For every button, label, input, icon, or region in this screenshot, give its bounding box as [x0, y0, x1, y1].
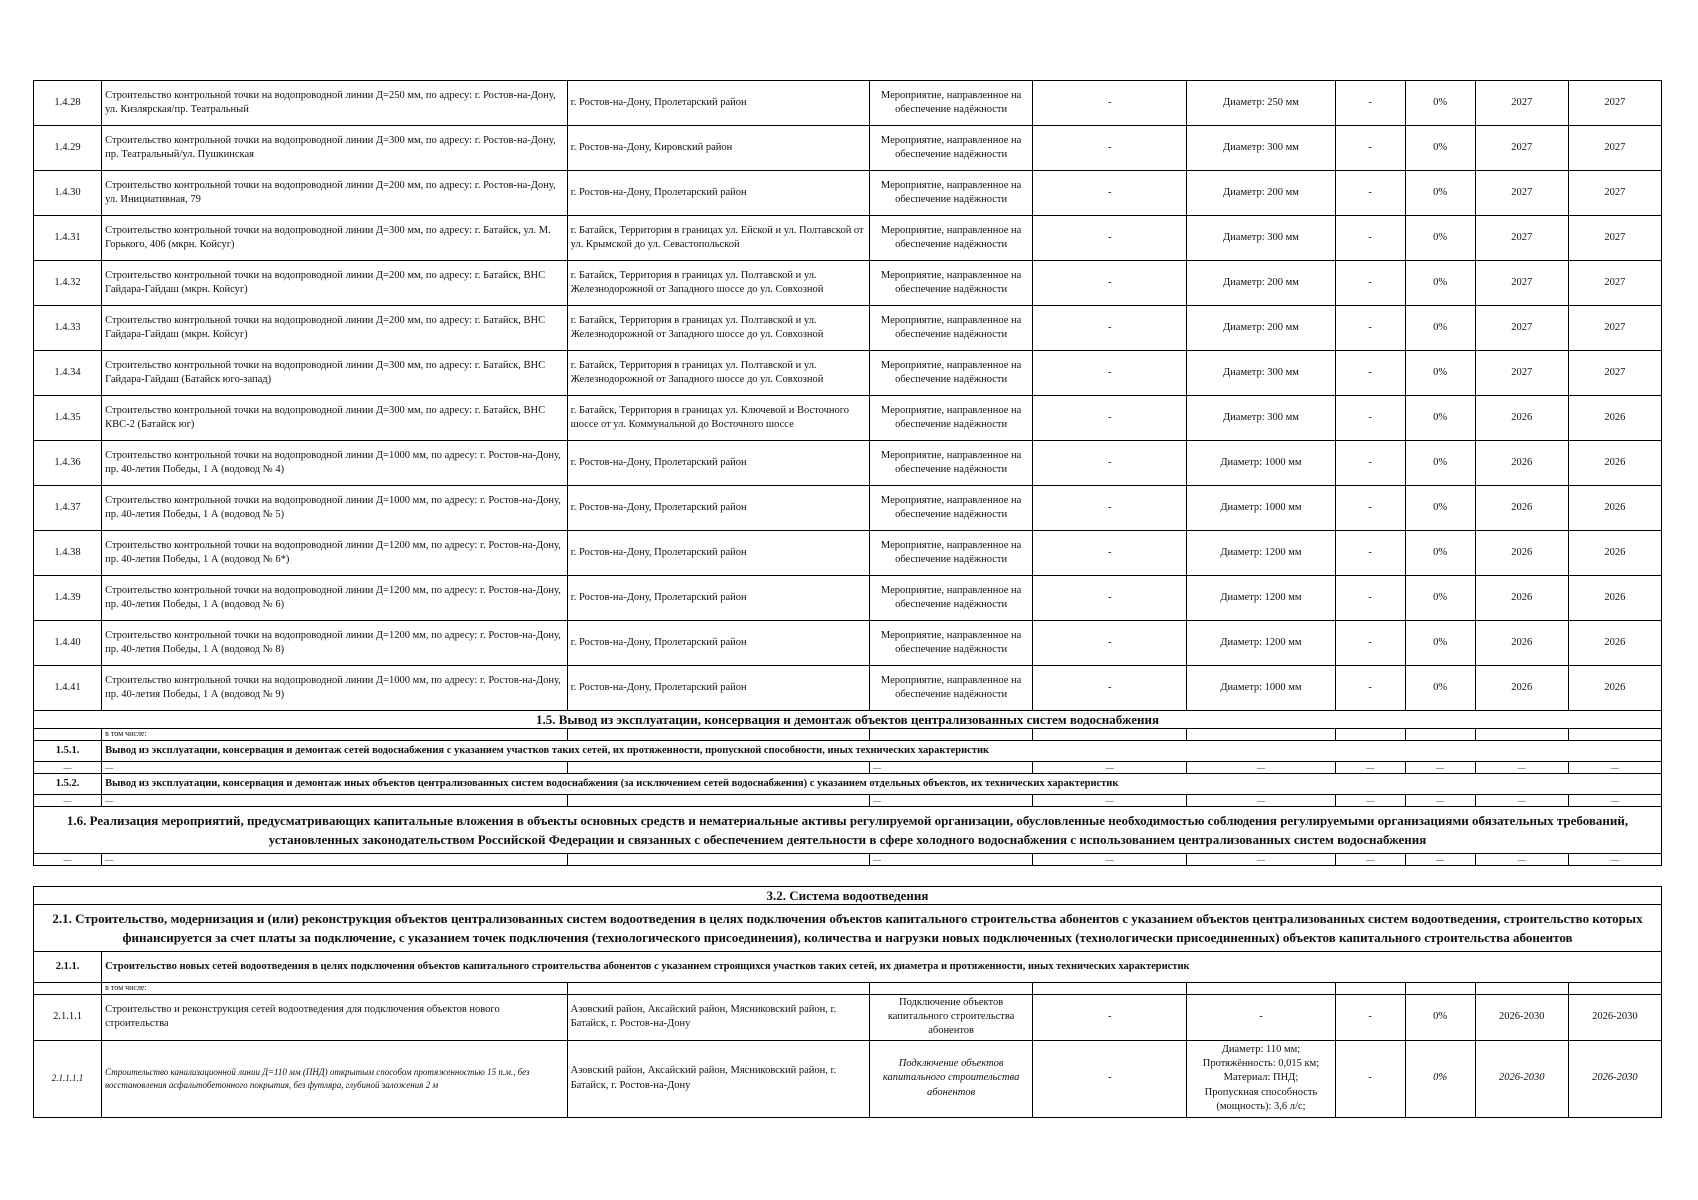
- row-purpose: Мероприятие, направленное на обеспечение надёжности: [870, 351, 1033, 396]
- row-col7: -: [1335, 441, 1405, 486]
- dash-cell: —: [1033, 762, 1187, 774]
- measures-table-body: [34, 81, 1662, 711]
- dash-cell: —: [1475, 795, 1568, 807]
- dash-cell: —: [1033, 854, 1187, 866]
- param-line: Пропускная способность: [1204, 1086, 1318, 1098]
- row-percent: 0%: [1405, 306, 1475, 351]
- note-cell: [1335, 729, 1405, 741]
- table-row: [34, 621, 1662, 666]
- table-row: [34, 306, 1662, 351]
- row-percent: 0%: [1405, 621, 1475, 666]
- row-location: г. Батайск, Территория в границах ул. Полтавской и ул. Железнодорожной от Западного шоссе до ул. Совхозной: [567, 351, 869, 396]
- row-purpose: Мероприятие, направленное на обеспечение надёжности: [870, 261, 1033, 306]
- row-col7: -: [1335, 351, 1405, 396]
- row-parameters: Диаметр: 1000 мм: [1187, 486, 1335, 531]
- row-year-start: 2026: [1475, 666, 1568, 711]
- section-1-6-header-row: [34, 807, 1662, 854]
- row-col5: -: [1033, 1040, 1187, 1117]
- table-row: [34, 995, 1662, 1041]
- dash-cell: —: [1405, 854, 1475, 866]
- row-year-start: 2026: [1475, 621, 1568, 666]
- row-location: г. Батайск, Территория в границах ул. Полтавской и ул. Железнодорожной от Западного шоссе до ул. Совхозной: [567, 261, 869, 306]
- section-3-2-header-row: [34, 887, 1662, 905]
- dash-cell: —: [1187, 795, 1335, 807]
- row-year-end: 2027: [1568, 126, 1661, 171]
- table-row: [34, 126, 1662, 171]
- row-col5: -: [1033, 531, 1187, 576]
- note-cell: [1405, 983, 1475, 995]
- row-col5: -: [1033, 396, 1187, 441]
- measures-table-2: [33, 886, 1662, 1118]
- row-purpose: Мероприятие, направленное на обеспечение надёжности: [870, 441, 1033, 486]
- row-description: Строительство контрольной точки на водопроводной линии Д=300 мм, по адресу: г. Ростов-на-Дону, пр. Театральный/ул. Пушкинская: [102, 126, 568, 171]
- row-description: Строительство контрольной точки на водопроводной линии Д=1200 мм, по адресу: г. Ростов-на-Дону, пр. 40-летия Победы, 1 А (водовод № 6): [102, 576, 568, 621]
- row-parameters: Диаметр: 1000 мм: [1187, 441, 1335, 486]
- row-parameters: Диаметр: 200 мм: [1187, 306, 1335, 351]
- note-cell: [870, 983, 1033, 995]
- row-percent: 0%: [1405, 995, 1475, 1041]
- row-percent: 0%: [1405, 486, 1475, 531]
- subsection-title: Вывод из эксплуатации, консервация и демонтаж иных объектов централизованных систем водоснабжения (за исключением сетей водоснабжения) с указанием отдельных объектов, их технических характеристик: [102, 774, 1662, 795]
- section-1-6-title: 1.6. Реализация мероприятий, предусматривающих капитальные вложения в объекты основных средств и нематериальные активы регулируемой организации, обусловленные необходимостью соблюдения регулируемыми организациями обязательных требований, установленных законодательством Российской Федерации и связанных с обеспечением деятельности в сфере холодного водоснабжения с использованием централизованных систем водоснабжения: [34, 807, 1662, 854]
- subsection-number: 1.5.2.: [34, 774, 102, 795]
- row-col5: -: [1033, 486, 1187, 531]
- section-1-6: [34, 807, 1662, 866]
- note-cell: [1187, 729, 1335, 741]
- row-col5: -: [1033, 666, 1187, 711]
- row-number: 1.4.28: [34, 81, 102, 126]
- row-year-end: 2027: [1568, 81, 1661, 126]
- row-col5: -: [1033, 216, 1187, 261]
- row-percent: 0%: [1405, 441, 1475, 486]
- table-row: [34, 441, 1662, 486]
- row-year-start: 2027: [1475, 306, 1568, 351]
- dash-cell: —: [1405, 762, 1475, 774]
- row-number: 1.4.39: [34, 576, 102, 621]
- dash-cell: —: [1405, 795, 1475, 807]
- row-year-end: 2027: [1568, 171, 1661, 216]
- row-location: г. Ростов-на-Дону, Пролетарский район: [567, 621, 869, 666]
- row-parameters: Диаметр: 1200 мм: [1187, 621, 1335, 666]
- row-number: 1.4.29: [34, 126, 102, 171]
- dash-row: [34, 854, 1662, 866]
- table-row: [34, 261, 1662, 306]
- row-purpose: Мероприятие, направленное на обеспечение надёжности: [870, 126, 1033, 171]
- measures-table-1: [33, 80, 1662, 866]
- row-year-start: 2026-2030: [1475, 1040, 1568, 1117]
- table-row: [34, 1040, 1662, 1117]
- row-col7: -: [1335, 126, 1405, 171]
- dash-cell: —: [1033, 795, 1187, 807]
- row-number: 1.4.37: [34, 486, 102, 531]
- row-col5: -: [1033, 261, 1187, 306]
- note-text: в том числе:: [102, 729, 568, 741]
- dash-row: [34, 795, 1662, 807]
- table-row: [34, 666, 1662, 711]
- row-parameters: Диаметр: 200 мм: [1187, 261, 1335, 306]
- row-percent: 0%: [1405, 171, 1475, 216]
- row-parameters: Диаметр: 300 мм: [1187, 396, 1335, 441]
- table-row: [34, 216, 1662, 261]
- row-col7: -: [1335, 531, 1405, 576]
- dash-cell: —: [34, 795, 102, 807]
- row-year-start: 2026: [1475, 396, 1568, 441]
- row-col7: -: [1335, 81, 1405, 126]
- row-description: Строительство контрольной точки на водопроводной линии Д=1200 мм, по адресу: г. Ростов-на-Дону, пр. 40-летия Победы, 1 А (водовод № 8): [102, 621, 568, 666]
- row-col5: -: [1033, 306, 1187, 351]
- row-description: Строительство контрольной точки на водопроводной линии Д=200 мм, по адресу: г. Ростов-на-Дону, ул. Инициативная, 79: [102, 171, 568, 216]
- subsection-2-1-1-row: [34, 952, 1662, 983]
- row-description: Строительство контрольной точки на водопроводной линии Д=1000 мм, по адресу: г. Ростов-на-Дону, пр. 40-летия Победы, 1 А (водовод № 5): [102, 486, 568, 531]
- row-purpose: Мероприятие, направленное на обеспечение надёжности: [870, 81, 1033, 126]
- dash-cell: —: [870, 795, 1033, 807]
- row-percent: 0%: [1405, 261, 1475, 306]
- row-year-start: 2026: [1475, 531, 1568, 576]
- note-cell: [1568, 983, 1661, 995]
- row-number: 1.4.41: [34, 666, 102, 711]
- row-purpose: Мероприятие, направленное на обеспечение надёжности: [870, 396, 1033, 441]
- row-parameters: Диаметр: 1000 мм: [1187, 666, 1335, 711]
- row-parameters: Диаметр: 300 мм: [1187, 216, 1335, 261]
- row-percent: 0%: [1405, 396, 1475, 441]
- row-location: г. Батайск, Территория в границах ул. Полтавской и ул. Железнодорожной от Западного шоссе до ул. Совхозной: [567, 306, 869, 351]
- subsection-1-5-2-row: [34, 774, 1662, 795]
- row-percent: 0%: [1405, 216, 1475, 261]
- table-gap: [33, 866, 1662, 886]
- note-cell: [1475, 983, 1568, 995]
- row-location: г. Ростов-на-Дону, Пролетарский район: [567, 486, 869, 531]
- row-number: 1.4.30: [34, 171, 102, 216]
- section-3-2: [34, 887, 1662, 1118]
- document-sheet: [33, 80, 1662, 1118]
- dash-cell: —: [1335, 762, 1405, 774]
- row-col7: -: [1335, 995, 1405, 1041]
- row-location: г. Батайск, Территория в границах ул. Ейской и ул. Полтавской от ул. Крымской до ул. Севастопольской: [567, 216, 869, 261]
- section-2-1-header-row: [34, 905, 1662, 952]
- note-cell: [1475, 729, 1568, 741]
- param-line: Материал: ПНД;: [1223, 1072, 1299, 1084]
- row-year-end: 2026: [1568, 396, 1661, 441]
- section-1-5-title: 1.5. Вывод из эксплуатации, консервация и демонтаж объектов централизованных систем водоснабжения: [34, 711, 1662, 729]
- row-col7: -: [1335, 306, 1405, 351]
- row-purpose: Мероприятие, направленное на обеспечение надёжности: [870, 171, 1033, 216]
- row-year-start: 2026: [1475, 441, 1568, 486]
- row-col5: -: [1033, 351, 1187, 396]
- row-year-start: 2027: [1475, 81, 1568, 126]
- row-number: 1.4.36: [34, 441, 102, 486]
- dash-cell: —: [1187, 854, 1335, 866]
- note-row: [34, 983, 1662, 995]
- row-purpose: Мероприятие, направленное на обеспечение надёжности: [870, 216, 1033, 261]
- row-number: 2.1.1.1: [34, 995, 102, 1041]
- row-purpose: Подключение объектов капитального строительства абонентов: [870, 1040, 1033, 1117]
- section-1-5: [34, 711, 1662, 807]
- row-parameters: [1187, 1040, 1335, 1117]
- dash-cell: —: [1568, 854, 1661, 866]
- note-text: в том числе:: [102, 983, 568, 995]
- row-description: Строительство контрольной точки на водопроводной линии Д=1200 мм, по адресу: г. Ростов-на-Дону, пр. 40-летия Победы, 1 А (водовод № 6*): [102, 531, 568, 576]
- row-year-end: 2027: [1568, 216, 1661, 261]
- dash-cell: —: [102, 795, 568, 807]
- dash-cell: —: [1475, 854, 1568, 866]
- note-cell: [1033, 729, 1187, 741]
- dash-cell: —: [34, 854, 102, 866]
- note-cell-empty: [34, 983, 102, 995]
- row-year-end: 2026-2030: [1568, 995, 1661, 1041]
- note-cell: [1405, 729, 1475, 741]
- row-year-start: 2027: [1475, 171, 1568, 216]
- table-row: [34, 351, 1662, 396]
- row-location: Азовский район, Аксайский район, Мясниковский район, г. Батайск, г. Ростов-на-Дону: [567, 995, 869, 1041]
- row-year-start: 2027: [1475, 126, 1568, 171]
- note-row: [34, 729, 1662, 741]
- section-2-1-title: 2.1. Строительство, модернизация и (или) реконструкция объектов централизованных систем водоотведения в целях подключения объектов капитального строительства абонентов с указанием объектов централизованных систем водоотведения, строительство которых финансируется за счет платы за подключение, с указанием точек подключения (технологического присоединения), количества и нагрузки новых подключенных (технологически присоединенных) объектов капитального строительства абонентов: [34, 905, 1662, 952]
- row-description: Строительство канализационной линии Д=110 мм (ПНД) открытым способом протяженностью 15 п.м., без восстановления асфальтобетонного покрытия, без футляра, глубиной заложения 2 м: [102, 1040, 568, 1117]
- row-col7: -: [1335, 666, 1405, 711]
- param-line: (мощность): 3,6 л/с;: [1216, 1100, 1306, 1112]
- row-year-end: 2026: [1568, 486, 1661, 531]
- row-purpose: Мероприятие, направленное на обеспечение надёжности: [870, 576, 1033, 621]
- row-year-start: 2027: [1475, 216, 1568, 261]
- note-cell: [1335, 983, 1405, 995]
- row-col5: -: [1033, 995, 1187, 1041]
- row-year-end: 2027: [1568, 261, 1661, 306]
- row-number: 1.4.35: [34, 396, 102, 441]
- table-row: [34, 171, 1662, 216]
- row-description: Строительство контрольной точки на водопроводной линии Д=1000 мм, по адресу: г. Ростов-на-Дону, пр. 40-летия Победы, 1 А (водовод № 4): [102, 441, 568, 486]
- dash-cell: —: [1335, 854, 1405, 866]
- row-col7: -: [1335, 576, 1405, 621]
- table-row: [34, 81, 1662, 126]
- dash-cell: —: [34, 762, 102, 774]
- note-cell: [870, 729, 1033, 741]
- row-number: 1.4.40: [34, 621, 102, 666]
- dash-cell-empty: [567, 762, 869, 774]
- row-year-end: 2026: [1568, 621, 1661, 666]
- row-number: 1.4.34: [34, 351, 102, 396]
- dash-cell-empty: [567, 854, 869, 866]
- row-location: г. Ростов-на-Дону, Пролетарский район: [567, 81, 869, 126]
- row-parameters: Диаметр: 300 мм: [1187, 351, 1335, 396]
- row-year-start: 2027: [1475, 351, 1568, 396]
- row-number: 1.4.33: [34, 306, 102, 351]
- row-number: 1.4.31: [34, 216, 102, 261]
- subsection-number: 2.1.1.: [34, 952, 102, 983]
- row-location: Азовский район, Аксайский район, Мясниковский район, г. Батайск, г. Ростов-на-Дону: [567, 1040, 869, 1117]
- table-row: [34, 486, 1662, 531]
- row-year-start: 2026-2030: [1475, 995, 1568, 1041]
- row-description: Строительство контрольной точки на водопроводной линии Д=300 мм, по адресу: г. Батайск, ул. М. Горького, 406 (мкрн. Койсуг): [102, 216, 568, 261]
- dash-cell: —: [1335, 795, 1405, 807]
- row-col5: -: [1033, 621, 1187, 666]
- row-location: г. Ростов-на-Дону, Пролетарский район: [567, 171, 869, 216]
- row-parameters: Диаметр: 1200 мм: [1187, 531, 1335, 576]
- row-col5: -: [1033, 126, 1187, 171]
- row-percent: 0%: [1405, 81, 1475, 126]
- row-col7: -: [1335, 1040, 1405, 1117]
- row-number: 2.1.1.1.1: [34, 1040, 102, 1117]
- row-description: Строительство контрольной точки на водопроводной линии Д=250 мм, по адресу: г. Ростов-на-Дону, ул. Кизлярская/пр. Театральный: [102, 81, 568, 126]
- row-description: Строительство контрольной точки на водопроводной линии Д=200 мм, по адресу: г. Батайск, ВНС Гайдара-Гайдаш (мкрн. Койсуг): [102, 261, 568, 306]
- row-description: Строительство контрольной точки на водопроводной линии Д=200 мм, по адресу: г. Батайск, ВНС Гайдара-Гайдаш (мкрн. Койсуг): [102, 306, 568, 351]
- row-col5: -: [1033, 441, 1187, 486]
- row-location: г. Ростов-на-Дону, Кировский район: [567, 126, 869, 171]
- row-purpose: Подключение объектов капитального строительства абонентов: [870, 995, 1033, 1041]
- subsection-number: 1.5.1.: [34, 741, 102, 762]
- note-cell: [1033, 983, 1187, 995]
- param-line: Протяжённость: 0,015 км;: [1202, 1058, 1320, 1070]
- dash-row: [34, 762, 1662, 774]
- table-row: [34, 396, 1662, 441]
- row-col5: -: [1033, 576, 1187, 621]
- row-number: 1.4.38: [34, 531, 102, 576]
- dash-cell: —: [102, 854, 568, 866]
- row-description: Строительство и реконструкция сетей водоотведения для подключения объектов нового строительства: [102, 995, 568, 1041]
- row-col7: -: [1335, 261, 1405, 306]
- row-percent: 0%: [1405, 126, 1475, 171]
- row-description: Строительство контрольной точки на водопроводной линии Д=300 мм, по адресу: г. Батайск, ВНС КВС-2 (Батайск юг): [102, 396, 568, 441]
- row-purpose: Мероприятие, направленное на обеспечение надёжности: [870, 666, 1033, 711]
- note-cell: [1568, 729, 1661, 741]
- row-percent: 0%: [1405, 1040, 1475, 1117]
- note-cell: [1187, 983, 1335, 995]
- dash-cell: —: [1568, 762, 1661, 774]
- subsection-1-5-1-row: [34, 741, 1662, 762]
- row-purpose: Мероприятие, направленное на обеспечение надёжности: [870, 486, 1033, 531]
- row-percent: 0%: [1405, 576, 1475, 621]
- row-col5: -: [1033, 171, 1187, 216]
- row-year-end: 2026: [1568, 666, 1661, 711]
- row-location: г. Ростов-на-Дону, Пролетарский район: [567, 531, 869, 576]
- row-year-start: 2026: [1475, 576, 1568, 621]
- row-description: Строительство контрольной точки на водопроводной линии Д=300 мм, по адресу: г. Батайск, ВНС Гайдара-Гайдаш (Батайск юго-запад): [102, 351, 568, 396]
- dash-cell: —: [1568, 795, 1661, 807]
- row-col7: -: [1335, 486, 1405, 531]
- dash-cell: —: [1475, 762, 1568, 774]
- row-percent: 0%: [1405, 531, 1475, 576]
- row-col7: -: [1335, 171, 1405, 216]
- row-purpose: Мероприятие, направленное на обеспечение надёжности: [870, 621, 1033, 666]
- row-location: г. Ростов-на-Дону, Пролетарский район: [567, 576, 869, 621]
- section-1-5-header-row: [34, 711, 1662, 729]
- row-year-end: 2026: [1568, 531, 1661, 576]
- dash-cell-empty: [567, 795, 869, 807]
- dash-cell: —: [870, 762, 1033, 774]
- row-year-end: 2026: [1568, 441, 1661, 486]
- row-parameters: Диаметр: 300 мм: [1187, 126, 1335, 171]
- dash-cell: —: [1187, 762, 1335, 774]
- row-col7: -: [1335, 396, 1405, 441]
- row-purpose: Мероприятие, направленное на обеспечение надёжности: [870, 531, 1033, 576]
- param-line: Диаметр: 110 мм;: [1221, 1044, 1301, 1056]
- row-location: г. Ростов-на-Дону, Пролетарский район: [567, 666, 869, 711]
- row-parameters: Диаметр: 200 мм: [1187, 171, 1335, 216]
- row-col5: -: [1033, 81, 1187, 126]
- subsection-title: Строительство новых сетей водоотведения в целях подключения объектов капитального строительства абонентов с указанием строящихся участков таких сетей, их диаметра и протяженности, иных технических характеристик: [102, 952, 1662, 983]
- table-row: [34, 576, 1662, 621]
- row-col7: -: [1335, 621, 1405, 666]
- table-row: [34, 531, 1662, 576]
- row-description: Строительство контрольной точки на водопроводной линии Д=1000 мм, по адресу: г. Ростов-на-Дону, пр. 40-летия Победы, 1 А (водовод № 9): [102, 666, 568, 711]
- row-parameters: Диаметр: 1200 мм: [1187, 576, 1335, 621]
- row-parameters: -: [1187, 995, 1335, 1041]
- row-year-end: 2026-2030: [1568, 1040, 1661, 1117]
- row-percent: 0%: [1405, 351, 1475, 396]
- row-year-end: 2026: [1568, 576, 1661, 621]
- row-col7: -: [1335, 216, 1405, 261]
- dash-cell: —: [870, 854, 1033, 866]
- note-cell: [567, 729, 869, 741]
- section-3-2-title: 3.2. Система водоотведения: [34, 887, 1662, 905]
- row-parameters: Диаметр: 250 мм: [1187, 81, 1335, 126]
- row-purpose: Мероприятие, направленное на обеспечение надёжности: [870, 306, 1033, 351]
- row-year-end: 2027: [1568, 306, 1661, 351]
- row-year-start: 2027: [1475, 261, 1568, 306]
- row-year-end: 2027: [1568, 351, 1661, 396]
- dash-cell: —: [102, 762, 568, 774]
- row-location: г. Батайск, Территория в границах ул. Ключевой и Восточного шоссе от ул. Коммунальной до Восточного шоссе: [567, 396, 869, 441]
- row-number: 1.4.32: [34, 261, 102, 306]
- row-year-start: 2026: [1475, 486, 1568, 531]
- row-percent: 0%: [1405, 666, 1475, 711]
- subsection-title: Вывод из эксплуатации, консервация и демонтаж сетей водоснабжения с указанием участков таких сетей, их протяженности, пропускной способности, иных технических характеристик: [102, 741, 1662, 762]
- note-cell: [567, 983, 869, 995]
- note-cell-empty: [34, 729, 102, 741]
- row-location: г. Ростов-на-Дону, Пролетарский район: [567, 441, 869, 486]
